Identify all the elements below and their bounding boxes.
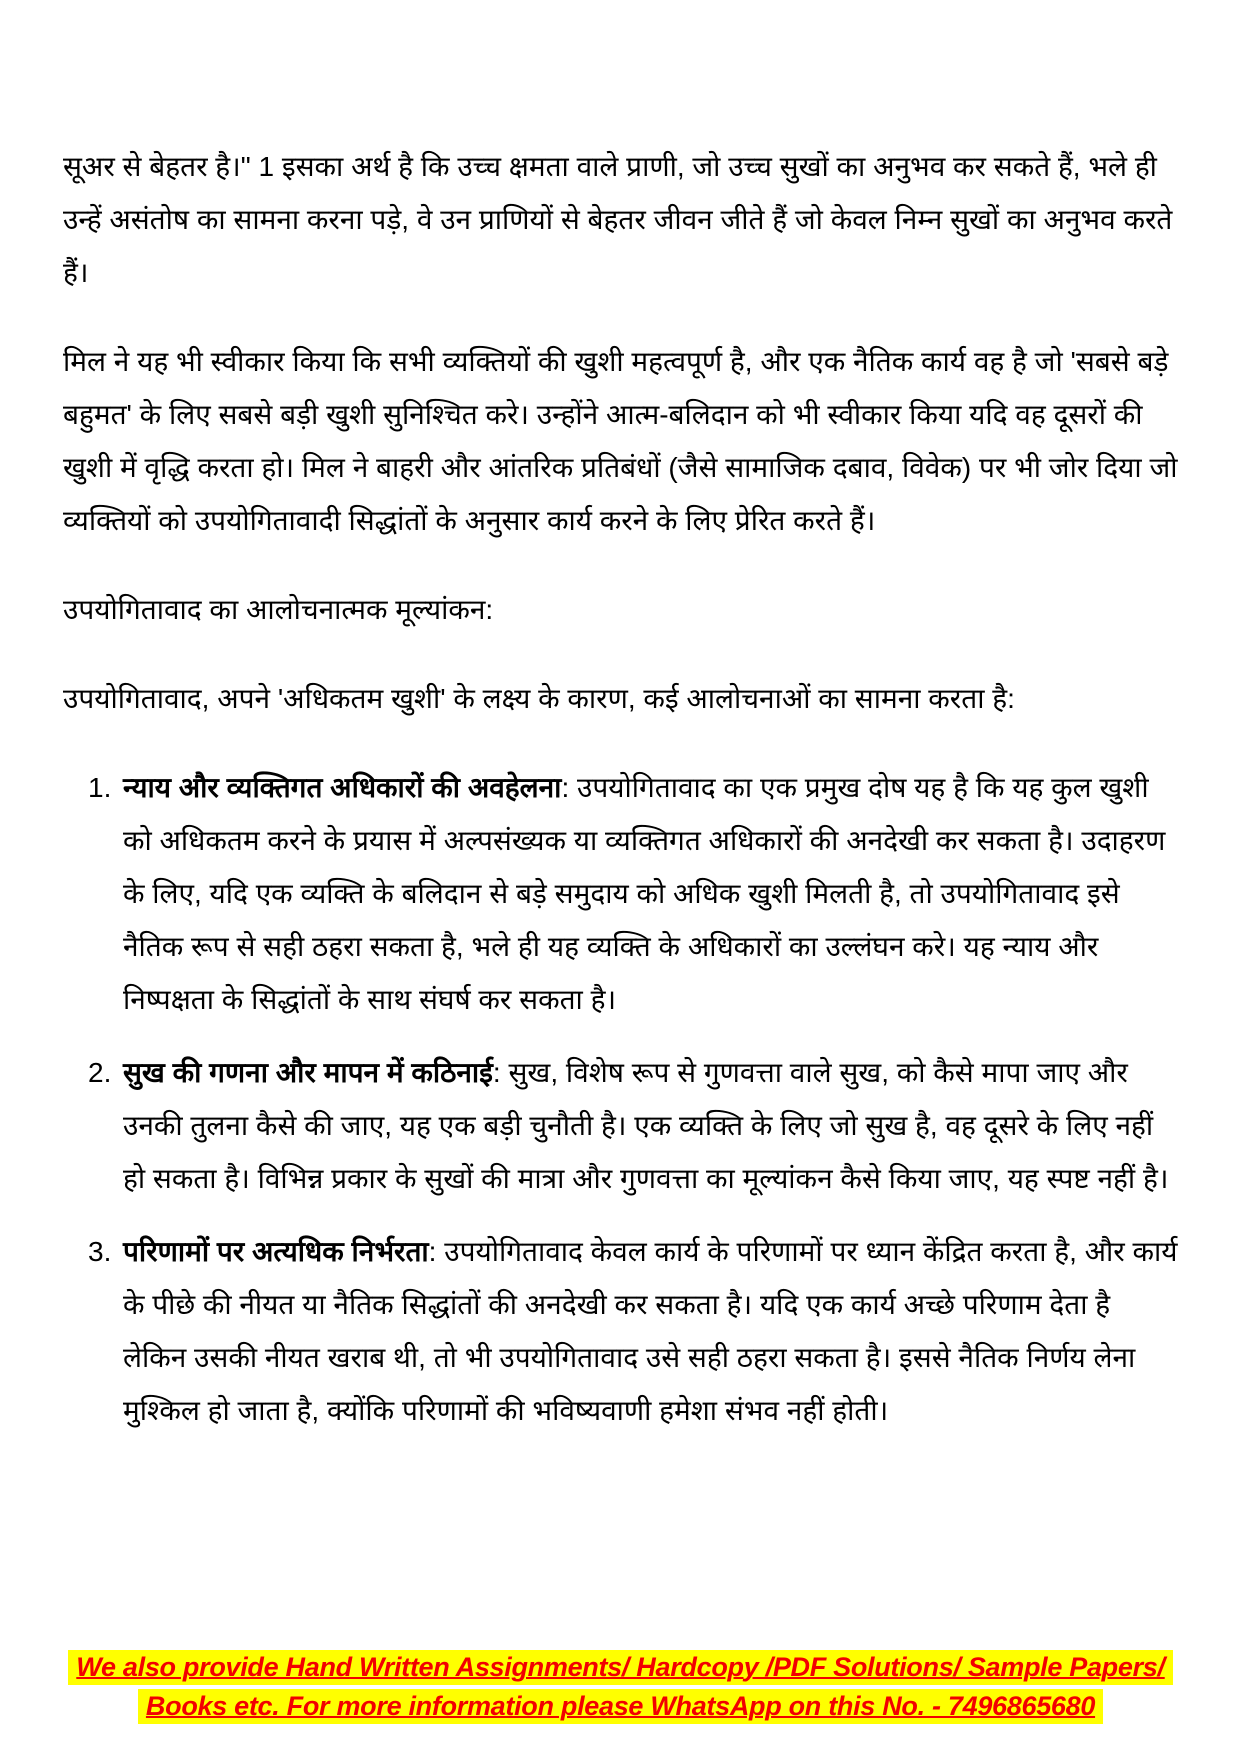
list-item-body: : उपयोगितावाद का एक प्रमुख दोष यह है कि यह कुल खुशी को अधिकतम करने के प्रयास में अल्पसंख्यक या व्यक्तिगत अधिकारों की अनदेखी कर सकता है। उदाहरण के लिए, यदि एक व्यक्ति के बलिदान से बड़े समुदाय को अधिक खुशी मिलती है, तो उपयोगितावाद इसे नैतिक रूप से सही ठहरा सकता है, भले ही यह व्यक्ति के अधिकारों का उल्लंघन करे। यह न्याय और निष्पक्षता के सिद्धांतों के साथ संघर्ष कर सकता है। — [123, 772, 1166, 1015]
list-item-title: सुख की गणना और मापन में कठिनाई — [123, 1057, 493, 1088]
paragraph-text: उपयोगितावाद, अपने 'अधिकतम खुशी' के लक्ष्य के कारण, कई आलोचनाओं का सामना करता है: — [63, 683, 1015, 714]
list-item-body: : उपयोगितावाद केवल कार्य के परिणामों पर ध्यान केंद्रित करता है, और कार्य के पीछे की नीयत या नैतिक सिद्धांतों की अनदेखी कर सकता है। यदि एक कार्य अच्छे परिणाम देता है लेकिन उसकी नीयत खराब थी, तो भी उपयोगितावाद उसे सही ठहरा सकता है। इससे नैतिक निर्णय लेना मुश्किल हो जाता है, क्योंकि परिणामों की भविष्यवाणी हमेशा संभव नहीं होती। — [123, 1236, 1178, 1426]
paragraph-mill-greatest-happiness — [63, 335, 1178, 547]
section-heading-text: उपयोगितावाद का आलोचनात्मक मूल्यांकन: — [63, 594, 494, 625]
criticism-list — [63, 761, 1178, 1437]
list-number: 2. — [88, 1057, 112, 1088]
paragraph-criticisms-intro — [63, 672, 1178, 725]
list-item-title: परिणामों पर अत्यधिक निर्भरता — [123, 1236, 429, 1267]
footer-line — [0, 1650, 1241, 1689]
paragraph-text: सूअर से बेहतर है।" 1 इसका अर्थ है कि उच्च क्षमता वाले प्राणी, जो उच्च सुखों का अनुभव कर सकते हैं, भले ही उन्हें असंतोष का सामना करना पड़े, वे उन प्राणियों से बेहतर जीवन जीते हैं जो केवल निम्न सुखों का अनुभव करते हैं। — [63, 151, 1173, 288]
list-item-measuring-pleasure — [63, 1046, 1178, 1205]
list-item-text — [123, 772, 1165, 1015]
list-number: 3. — [88, 1236, 112, 1267]
list-item-consequences-dependence — [63, 1225, 1178, 1437]
list-item-justice-rights — [63, 761, 1178, 1026]
page-body-text — [63, 140, 1178, 1457]
list-number: 1. — [88, 772, 112, 803]
list-item-text — [123, 1236, 1178, 1426]
list-item-body: : सुख, विशेष रूप से गुणवत्ता वाले सुख, को कैसे मापा जाए और उनकी तुलना कैसे की जाए, यह एक बड़ी चुनौती है। एक व्यक्ति के लिए जो सुख है, वह दूसरे के लिए नहीं हो सकता है। विभिन्न प्रकार के सुखों की मात्रा और गुणवत्ता का मूल्यांकन कैसे किया जाए, यह स्पष्ट नहीं है। — [123, 1057, 1169, 1194]
list-item-title: न्याय और व्यक्तिगत अधिकारों की अवहेलना — [123, 772, 562, 803]
section-heading-critical-evaluation — [63, 583, 1178, 636]
footer-line — [0, 1689, 1241, 1728]
footer-promo-text-1: We also provide Hand Written Assignments/ Hardcopy /PDF Solutions/ Sample Papers/ — [68, 1650, 1172, 1685]
paragraph-higher-pleasures — [63, 140, 1178, 299]
footer-promo-banner — [0, 1650, 1241, 1728]
footer-promo-text-2: Books etc. For more information please WhatsApp on this No. - 7496865680 — [138, 1689, 1103, 1724]
list-item-text — [123, 1057, 1168, 1194]
paragraph-text: मिल ने यह भी स्वीकार किया कि सभी व्यक्तियों की खुशी महत्वपूर्ण है, और एक नैतिक कार्य वह है जो 'सबसे बड़े बहुमत' के लिए सबसे बड़ी खुशी सुनिश्चित करे। उन्होंने आत्म-बलिदान को भी स्वीकार किया यदि वह दूसरों की खुशी में वृद्धि करता हो। मिल ने बाहरी और आंतरिक प्रतिबंधों (जैसे सामाजिक दबाव, विवेक) पर भी जोर दिया जो व्यक्तियों को उपयोगितावादी सिद्धांतों के अनुसार कार्य करने के लिए प्रेरित करते हैं। — [63, 346, 1178, 536]
